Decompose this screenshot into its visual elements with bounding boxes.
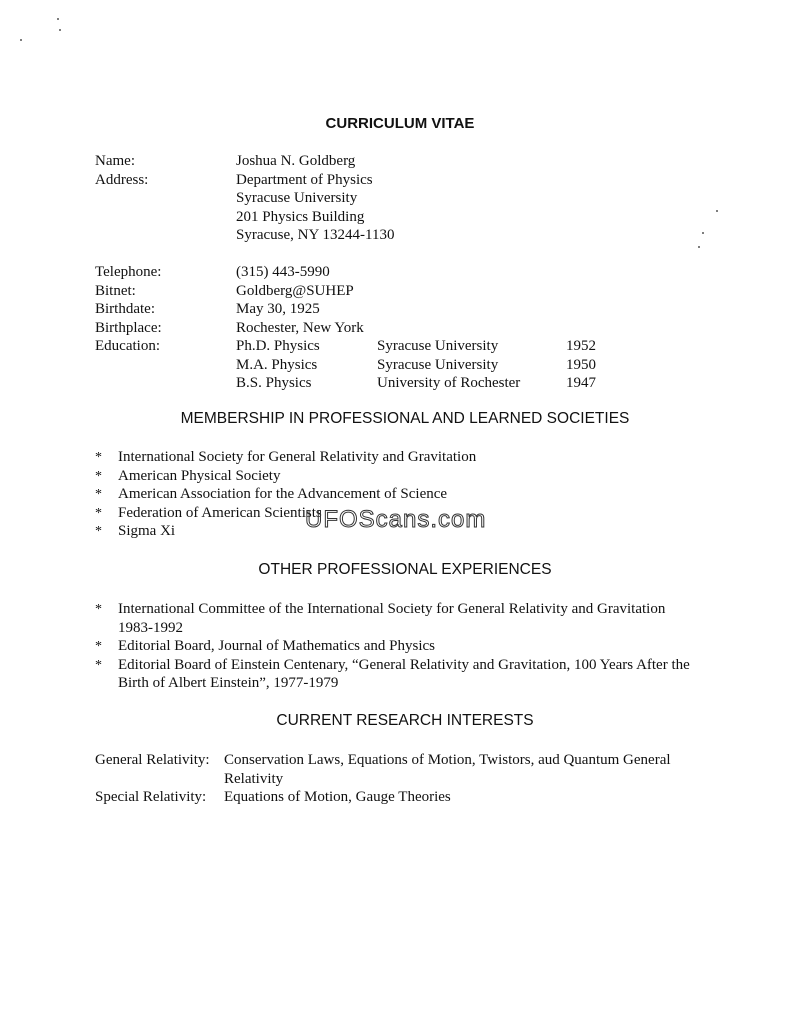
address-label: Address: — [95, 171, 149, 188]
education-degree: B.S. Physics — [236, 375, 312, 391]
general-relativity-label: General Relativity: — [95, 752, 210, 768]
bullet-icon: * — [95, 450, 102, 465]
personal-labels-top — [95, 152, 148, 189]
page-title: CURRICULUM VITAE — [325, 115, 475, 132]
education-years — [566, 337, 596, 393]
education-year: 1950 — [566, 356, 596, 373]
birthdate-label: Birthdate: — [95, 301, 155, 317]
scan-speck — [59, 29, 61, 31]
bullet-icon: * — [95, 602, 102, 617]
bitnet-value: Goldberg@SUHEP — [236, 282, 354, 299]
personal-values-top — [236, 152, 394, 245]
telephone-value: (315) 443-5990 — [236, 264, 330, 280]
education-institution: Syracuse University — [377, 338, 499, 354]
address-line: Syracuse University — [236, 190, 358, 206]
list-item: * Sigma Xi — [95, 522, 476, 541]
bullet-icon: * — [95, 524, 102, 539]
address-line: Syracuse, NY 13244-1130 — [236, 227, 395, 243]
list-item: * American Association for the Advancement of Science — [95, 485, 476, 504]
scan-speck — [702, 232, 704, 234]
personal-labels-bottom — [95, 263, 162, 356]
experiences-heading: OTHER PROFESSIONAL EXPERIENCES — [258, 561, 552, 578]
research-heading: CURRENT RESEARCH INTERESTS — [276, 712, 534, 729]
experiences-list — [95, 600, 690, 693]
list-item: * Editorial Board, Journal of Mathematics and Physics — [95, 637, 690, 656]
bullet-icon: * — [95, 639, 102, 654]
list-item-continuation: Birth of Albert Einstein”, 1977-1979 — [118, 675, 339, 691]
research-values — [224, 751, 671, 807]
list-item: * International Society for General Relativity and Gravitation — [95, 448, 476, 467]
address-line: Department of Physics — [236, 171, 373, 188]
scan-speck — [698, 246, 700, 248]
education-year: 1952 — [566, 338, 596, 354]
education-label: Education: — [95, 338, 160, 354]
general-relativity-value-cont: Relativity — [224, 770, 284, 787]
research-labels — [95, 751, 210, 807]
list-item: * International Committee of the International Society for General Relativity and Gravitation — [95, 600, 690, 619]
birthplace-label: Birthplace: — [95, 319, 162, 336]
bullet-icon: * — [95, 487, 102, 502]
personal-values-bottom — [236, 263, 364, 393]
name-value: Joshua N. Goldberg — [236, 153, 356, 169]
scan-speck — [716, 210, 718, 212]
scan-speck — [20, 39, 22, 41]
watermark: UFOScans.com — [305, 506, 487, 533]
list-item: * Federation of American Scientists — [95, 504, 476, 523]
birthdate-value: May 30, 1925 — [236, 301, 320, 317]
general-relativity-value: Conservation Laws, Equations of Motion, Twistors, aud Quantum General — [224, 752, 671, 768]
address-line: 201 Physics Building — [236, 208, 365, 225]
education-institutions — [377, 337, 520, 393]
telephone-label: Telephone: — [95, 264, 162, 280]
list-item: * Editorial Board of Einstein Centenary, “General Relativity and Gravitation, 100 Years After the — [95, 656, 690, 675]
education-degree: Ph.D. Physics — [236, 338, 320, 354]
list-item-continuation: 1983-1992 — [118, 619, 183, 636]
bullet-icon: * — [95, 505, 102, 521]
bitnet-label: Bitnet: — [95, 282, 136, 299]
special-relativity-label: Special Relativity: — [95, 789, 207, 805]
education-degree: M.A. Physics — [236, 356, 318, 373]
bullet-icon: * — [95, 468, 102, 484]
education-institution: Syracuse University — [377, 356, 499, 373]
education-year: 1947 — [566, 375, 596, 391]
list-item: * American Physical Society — [95, 467, 476, 486]
special-relativity-value: Equations of Motion, Gauge Theories — [224, 789, 451, 805]
bullet-icon: * — [95, 657, 102, 673]
name-label: Name: — [95, 153, 135, 169]
memberships-heading: MEMBERSHIP IN PROFESSIONAL AND LEARNED SOCIETIES — [180, 410, 630, 427]
birthplace-value: Rochester, New York — [236, 319, 364, 336]
education-institution: University of Rochester — [377, 375, 521, 391]
scan-speck — [57, 18, 59, 20]
